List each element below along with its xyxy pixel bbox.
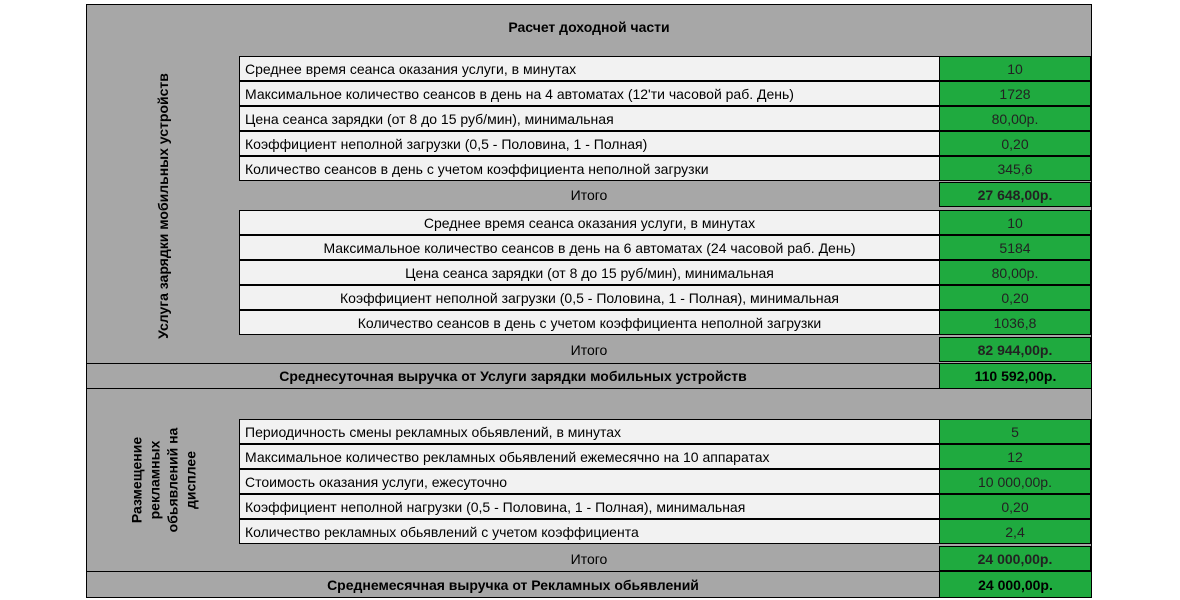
ads-row-4-value: 0,20 bbox=[939, 494, 1091, 519]
sheet-title: Расчет доходной части bbox=[508, 19, 670, 35]
revenue-sheet bbox=[86, 4, 1092, 598]
ads-row-4 bbox=[239, 494, 1091, 519]
ads-row-3-value: 10 000,00р. bbox=[939, 469, 1091, 494]
block-a-row-3-label: Цена сеанса зарядки (от 8 до 15 руб/мин), минимальная bbox=[239, 106, 939, 131]
ads-row-1 bbox=[239, 419, 1091, 444]
block-a-row-1-value: 10 bbox=[939, 56, 1091, 81]
block-b-row-1 bbox=[239, 210, 1091, 235]
block-b-row-4 bbox=[239, 285, 1091, 310]
block-a-total bbox=[239, 182, 1091, 207]
block-a-row-5-label: Количество сеансов в день с учетом коэффициента неполной загрузки bbox=[239, 156, 939, 181]
ads-row-5 bbox=[239, 519, 1091, 544]
section2-label-line-4: дисплее bbox=[181, 450, 198, 510]
section2-label-line-1: Размещение bbox=[127, 436, 144, 524]
block-a-row-4 bbox=[239, 131, 1091, 156]
block-a-row-5 bbox=[239, 156, 1091, 181]
block-b-total-value: 82 944,00р. bbox=[939, 337, 1091, 362]
block-b-row-2-value: 5184 bbox=[939, 235, 1091, 260]
block-b-row-1-label: Среднее время сеанса оказания услуги, в минутах bbox=[239, 210, 939, 235]
block-b-row-4-label: Коэффициент неполной загрузки (0,5 - Половина, 1 - Полная), минимальная bbox=[239, 285, 939, 310]
block-a-row-2-label: Максимальное количество сеансов в день на 4 автоматах (12'ти часовой раб. День) bbox=[239, 81, 939, 106]
ads-row-3-label: Стоимость оказания услуги, ежесуточно bbox=[239, 469, 939, 494]
ads-row-3 bbox=[239, 469, 1091, 494]
section2-vertical-label bbox=[87, 389, 239, 571]
block-a-row-2-value: 1728 bbox=[939, 81, 1091, 106]
ads-total-label: Итого bbox=[570, 550, 608, 567]
block-b-row-3 bbox=[239, 260, 1091, 285]
ads-row-4-label: Коэффициент неполной нагрузки (0,5 - Половина, 1 - Полная), минимальная bbox=[239, 494, 939, 519]
block-b-row-3-value: 80,00р. bbox=[939, 260, 1091, 285]
section1-summary bbox=[87, 363, 1091, 389]
section1-summary-label: Среднесуточная выручка от Услуги зарядки мобильных устройств bbox=[279, 368, 747, 384]
block-b-row-1-value: 10 bbox=[939, 210, 1091, 235]
section2-summary-value: 24 000,00р. bbox=[939, 572, 1091, 597]
block-a-total-label: Итого bbox=[570, 186, 608, 203]
ads-total-value: 24 000,00р. bbox=[939, 546, 1091, 571]
block-a-row-1-label: Среднее время сеанса оказания услуги, в минутах bbox=[239, 56, 939, 81]
ads-row-2-label: Максимальное количество рекламных обьявлений ежемесячно на 10 аппаратах bbox=[239, 444, 939, 469]
block-b-row-3-label: Цена сеанса зарядки (от 8 до 15 руб/мин), минимальная bbox=[239, 260, 939, 285]
block-b-row-5-value: 1036,8 bbox=[939, 310, 1091, 335]
block-a-row-4-value: 0,20 bbox=[939, 131, 1091, 156]
section2-summary-label: Среднемесячная выручка от Рекламных обьявлений bbox=[327, 576, 699, 593]
block-b-total bbox=[239, 337, 1091, 362]
block-a-row-5-value: 345,6 bbox=[939, 156, 1091, 181]
block-a-row-3 bbox=[239, 106, 1091, 131]
section2-vertical-label-text bbox=[127, 428, 199, 533]
block-a-row-1 bbox=[239, 56, 1091, 81]
block-a-row-2 bbox=[239, 81, 1091, 106]
section2-label-line-2: рекламных bbox=[145, 440, 162, 520]
block-b-row-2-label: Максимальное количество сеансов в день на 6 автоматах (24 часовой раб. День) bbox=[239, 235, 939, 260]
block-b-row-5-label: Количество сеансов в день с учетом коэффициента неполной загрузки bbox=[239, 310, 939, 335]
ads-row-1-value: 5 bbox=[939, 419, 1091, 444]
ads-row-1-label: Периодичность смены рекламных обьявлений, в минутах bbox=[239, 419, 939, 444]
block-a-row-3-value: 80,00р. bbox=[939, 106, 1091, 131]
ads-row-2 bbox=[239, 444, 1091, 469]
section1-vertical-label-text: Услуга зарядки мобильных устройств bbox=[155, 73, 171, 339]
ads-row-5-label: Количество рекламных обьявлений с учетом коэффициента bbox=[239, 519, 939, 544]
ads-row-2-value: 12 bbox=[939, 444, 1091, 469]
section2-summary bbox=[87, 571, 1091, 597]
ads-total bbox=[239, 546, 1091, 571]
block-b-total-label: Итого bbox=[570, 341, 608, 358]
block-b-row-5 bbox=[239, 310, 1091, 335]
ads-row-5-value: 2,4 bbox=[939, 519, 1091, 544]
section1-vertical-label bbox=[87, 49, 239, 363]
block-b-row-2 bbox=[239, 235, 1091, 260]
block-a-row-4-label: Коэффициент неполной загрузки (0,5 - Половина, 1 - Полная) bbox=[239, 131, 939, 156]
section1-summary-value: 110 592,00р. bbox=[939, 364, 1091, 388]
block-b-row-4-value: 0,20 bbox=[939, 285, 1091, 310]
block-a-total-value: 27 648,00р. bbox=[939, 182, 1091, 207]
section2-label-line-3: обьявлений на bbox=[163, 427, 180, 533]
